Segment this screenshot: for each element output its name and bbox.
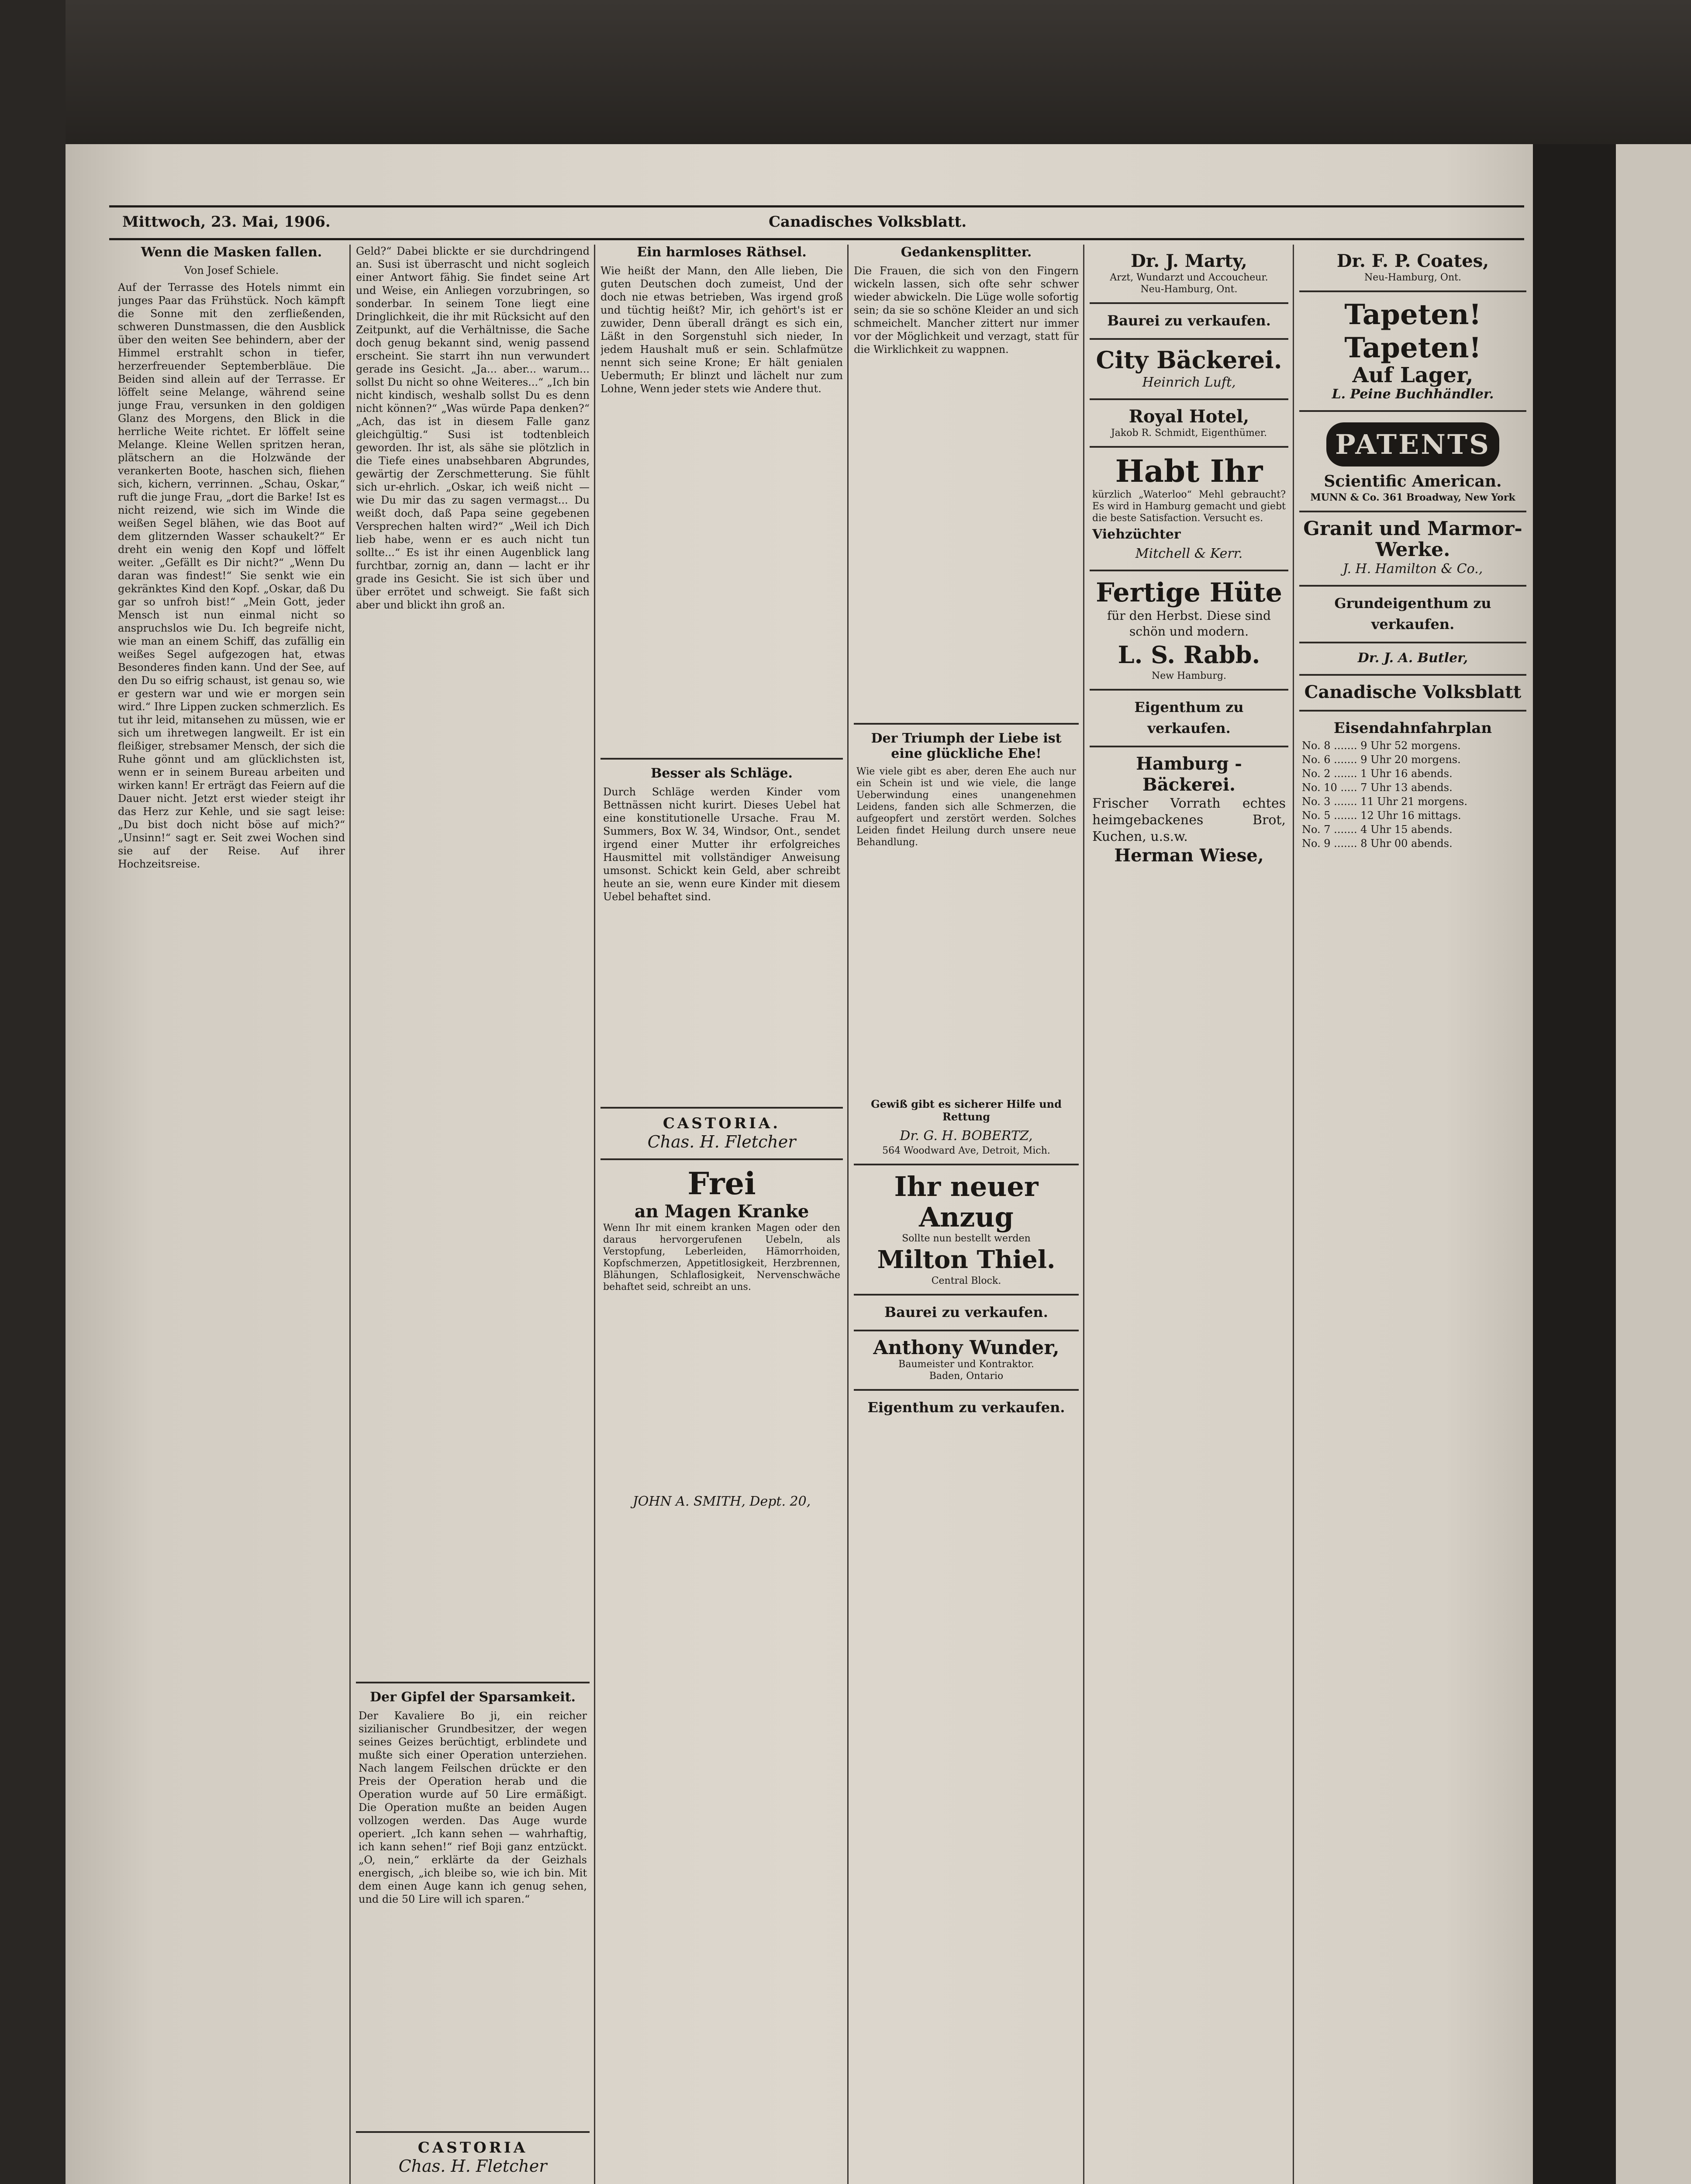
ad-title: Fertige Hüte: [1096, 577, 1282, 608]
ad-title: Ihr neuer Anzug: [894, 1171, 1039, 1233]
article-body: Auf der Terrasse des Hotels nimmt ein junges Paar das Frühstück. Noch kämpft die Sonne mit den zerfließenden, schweren Dunstmassen, die den Ausblick über den weiten See behindern, aber der Himmel erstrahlt schon in tiefer, herzerfreuender Septemberbläue. Die Beiden sind allein auf der Terrasse. Er löffelt seine Melange, während seine junge Frau, versunken in den goldigen Glanz des Morgens, den Blick in die herrliche Weite richtet. Er löffelt seine Melange. Kleine Wellen spritzen heran, plätschern an die Holzwände der verankerten Boote, haschen sich, fliehen sich, kichern, verrinnen. „Schau, Oskar,“ ruft die junge Frau, „dort die Barke! Ist es nicht reizend, wie sich im Winde die weißen Segel blähen, wie das Boot auf dem glitzernden Wasser schaukelt?“ Er dreht ein wenig den Kopf und löffelt weiter. „Gefällt es Dir nicht?“ „Wenn Du daran was findest!“ Sie senkt wie ein gekränktes Kind den Kopf. „Oskar, daß Du gar so unfroh bist!“ „Mein Gott, jeder Mensch ist nun einmal nicht so anspruchslos wie Du. Ich begreife nicht, wie man an einem Schiff, das zufällig ein weißes Segel aufgezogen hat, etwas Besonderes finden kann. Und der See, auf den Du so eifrig schaust, ist genau so, wie er gestern war und wie er morgen sein wird.“ Ihre Lippen zucken schmerzlich. Es tut ihr leid, mitansehen zu müssen, wie er sich um ihretwegen langweilt. Er ist ein fleißiger, strebsamer Mensch, der sich die Ruhe gönnt und am glücklichsten ist, wenn er in seinem Bureau arbeiten und wirken kann! Er erträgt das Feiern auf die Dauer nicht. Jetzt erst wieder steigt ihr das Herz zur Kehle, und sie sagt leise: „Du bist doch nicht böse auf mich?“ „Unsinn!“ sagt er. Seit zwei Wochen sind sie auf der Reise. Auf ihrer Hochzeitsreise.: [118, 281, 345, 870]
hats-ad: [1090, 570, 1288, 689]
hotel-owner: Jakob R. Schmidt, Eigenthümer.: [1111, 428, 1267, 439]
column-rule: [1293, 245, 1294, 2184]
volksblatt-ad: [1299, 674, 1526, 710]
column-5: [1090, 245, 1288, 2184]
column-2: [356, 245, 590, 2184]
ad-body: Wenn Ihr mit einem kranken Magen oder den daraus hervorgerufenen Uebeln, als Verstopfung, Leberleiden, Hämorrhoiden, Kopfschmerzen, Appetitlosigkeit, Herzbrennen, Blähungen, Schlaflosigkeit, Nervenschwäche behaftet seid, schreibt an uns.: [603, 1223, 840, 1292]
poem-body: Wie heißt der Mann, den Alle lieben, Die guten Deutschen doch zumeist, Und der doch nie etwas betrieben, Was irgend groß und tüchtig heißt? Mir, ich gehört's ist er zuwider, Denn überall drängt es sich ein, Läßt in den Sorgenstuhl sich nieder, In jedem Haushalt muß er sein. Schlafmütze nennt sich seine Krone; Er hält genialen Uebermuth; Er blinzt und lächelt nur zum Lohne, Wenn jeder stets wie Andere thut.: [600, 265, 843, 395]
doctor-name: Dr. J. A. Butler,: [1357, 650, 1468, 666]
ad-contact: JOHN A. SMITH, Dept. 20,: [632, 1494, 811, 1509]
contractor-role: Baumeister und Kontraktor.: [898, 1359, 1034, 1370]
column-4: [854, 245, 1079, 2184]
ad-title: Eigenthum zu verkaufen.: [867, 1399, 1065, 1416]
ad-place: Central Block.: [931, 1275, 1001, 1286]
ad-subtitle: Viehzüchter: [1092, 527, 1181, 542]
aphorisms-body: Die Frauen, die sich von den Fingern wickeln lassen, sich ofte sehr schwer wieder abwickeln. Die Lüge wolle sofortig sein; da sie so schöne Kleider an und sich schmeichelt. Mancher zittert nur immer vor der Möglichkeit und verzagt, statt für die Wirklichkeit zu wappnen.: [854, 265, 1079, 356]
patents-ad: [1299, 410, 1526, 511]
article-continued: Geld?“ Dabei blickte er sie durchdringend an. Susi ist überrascht und nicht sogleich einer Antwort fähig. Sie findet seine Art und Weise, ein Anliegen vorzubringen, so sonderbar. In seinem Tone liegt eine Dringlichkeit, die ihr mit Rücksicht auf den Zeitpunkt, auf die Verhältnisse, die Sache doch genug bekannt sind, wenig passend erscheint. Sie starrt ihn nun verwundert gerade ins Gesicht. „Ja... aber... warum... sollst Du nicht so ohne Weiteres...“ „Ich bin nicht kindisch, weshalb sollst Du es denn nicht können?“ „Was würde Papa denken?“ „Ach, das ist in diesem Falle ganz gleichgültig.“ Susi ist todtenbleich geworden. Ihr ist, als sähe sie plötzlich in die Tiefe eines unabsehbaren Abgrundes, gewärtig der Zerschmetterung. Sie fühlt sich ur-ehrlich. „Oskar, ich weiß nicht — wie Du mir das zu sagen vermagst... Du weißt doch, daß Papa seine gegebenen Versprechen halten wird?“ „Weil ich Dich lieb habe, wenn er es auch nicht tun sollte...“ Es ist ihr einen Augenblick lang furchtbar, zornig an, dann — lacht er ihr grade ins Gesicht. Sie ist sich über und über errötet und schweigt. Sie faßt sich aber und blickt ihn groß an.: [356, 245, 590, 611]
castoria-title: CASTORIA.: [663, 1115, 781, 1132]
ad-title: Frei: [687, 1165, 756, 1202]
article-byline: Von Josef Schiele.: [184, 264, 279, 276]
timetable-row: No. 9 ....... 8 Uhr 00 abends.: [1302, 837, 1453, 850]
castoria-ad: [356, 2131, 590, 2183]
timetable-row: No. 7 ....... 4 Uhr 15 abends.: [1302, 823, 1453, 836]
land-ad: [1299, 585, 1526, 642]
header-rule-top: [109, 205, 1524, 207]
timetable-row: No. 6 ....... 9 Uhr 20 morgens.: [1302, 753, 1461, 766]
issue-date: Mittwoch, 23. Mai, 1906.: [122, 213, 331, 231]
dealer-name: L. Peine Buchhändler.: [1332, 387, 1494, 402]
timetable-row: No. 2 ....... 1 Uhr 16 abends.: [1302, 767, 1453, 780]
doctor-name: Dr. F. P. Coates,: [1336, 251, 1489, 271]
section-title: Der Gipfel der Sparsamkeit.: [369, 1690, 576, 1705]
column-6: [1299, 245, 1526, 2184]
contractor-name: Anthony Wunder,: [873, 1337, 1059, 1359]
sale-ad: [854, 1294, 1079, 1330]
article-title: Wenn die Masken fallen.: [141, 245, 322, 260]
page-gutter: [1533, 144, 1616, 2184]
ad-subtitle: an Magen Kranke: [634, 1201, 809, 1222]
suit-ad: [854, 1164, 1079, 1294]
bakery-owner: Heinrich Luft,: [1142, 375, 1236, 390]
column-rule: [847, 245, 849, 2184]
contractor-ad: [854, 1330, 1079, 1389]
ad-title: Baurei zu verkaufen.: [884, 1304, 1048, 1320]
signature-image: Chas. H. Fletcher: [647, 1132, 796, 1151]
property-ad: [1090, 689, 1288, 746]
stomach-ad: [600, 1158, 843, 1517]
butler-ad: [1299, 642, 1526, 674]
doctor-place: Neu-Hamburg, Ont.: [1364, 272, 1461, 283]
section-title: Besser als Schläge.: [651, 766, 793, 781]
doctor-ad: [1299, 245, 1526, 290]
ad-subtitle: Auf Lager,: [1352, 363, 1474, 387]
timetable-row: No. 3 ....... 11 Uhr 21 morgens.: [1302, 795, 1467, 808]
firm-name: J. H. Hamilton & Co.,: [1342, 561, 1483, 577]
property-ad: [854, 1389, 1079, 1425]
railway-timetable: [1299, 710, 1526, 857]
wallpaper-ad: [1299, 290, 1526, 410]
section-body: Durch Schläge werden Kinder vom Bettnässen nicht kurirt. Dieses Uebel hat eine konstitutionelle Ursache. Frau M. Summers, Box W. 34, Windsor, Ont., sendet irgend einer Mutter ihr erfolgreiches Hausmittel mit vollständiger Anweisung umsonst. Schickt kein Geld, aber schreibt heute an sie, wenn eure Kinder mit diesem Uebel behaftet sind.: [603, 786, 840, 903]
ad-place: New Hamburg.: [1151, 670, 1227, 681]
scan-background-left: [0, 0, 66, 2184]
marble-ad: [1299, 511, 1526, 585]
ad-subtitle: Sollte nun bestellt werden: [902, 1233, 1031, 1244]
ad-body: Frischer Vorrath echtes heimgebackenes Brot, Kuchen, u.s.w.: [1092, 796, 1286, 844]
article-title: Ein harmloses Räthsel.: [637, 245, 807, 260]
castoria-title: CASTORIA: [418, 2139, 528, 2156]
column-rule: [594, 245, 595, 2184]
ad-subtitle: für den Herbst. Diese sind schön und modern.: [1107, 608, 1271, 639]
doctor-ad: [1090, 245, 1288, 302]
medical-ad: [854, 723, 1079, 1164]
doctor-name: Dr. J. Marty,: [1131, 251, 1247, 271]
ad-title: City Bäckerei.: [1096, 346, 1282, 374]
paper-title: Canadische Volksblatt: [1304, 682, 1522, 702]
doctor-role: Arzt, Wundarzt und Accoucheur.: [1110, 272, 1268, 283]
ad-title: Granit und Marmor-Werke.: [1303, 518, 1522, 561]
publisher: MUNN & Co. 361 Broadway, New York: [1310, 492, 1515, 503]
ad-name: Milton Thiel.: [877, 1245, 1056, 1274]
timetable-title: Eisendahnfahrplan: [1333, 719, 1492, 737]
ad-title: Tapeten! Tapeten!: [1344, 298, 1481, 364]
owner-name: Herman Wiese,: [1114, 845, 1264, 866]
scan-background: [0, 0, 1691, 144]
hamburg-bakery-ad: [1090, 746, 1288, 873]
article-title: Gedankensplitter.: [901, 245, 1032, 260]
patents-logo: PATENTS: [1326, 422, 1499, 467]
hotel-ad: [1090, 398, 1288, 446]
column-1: [118, 245, 345, 2184]
sale-ad: [1090, 302, 1288, 338]
column-rule: [349, 245, 351, 2184]
ad-title: Baurei zu verkaufen.: [1107, 312, 1271, 329]
article-section: [600, 758, 843, 1107]
article-section: [356, 1682, 590, 2131]
bakery-ad: [1090, 338, 1288, 398]
ad-title: Habt Ihr: [1115, 453, 1263, 489]
column-3: [600, 245, 843, 2184]
doctor-place: Neu-Hamburg, Ont.: [1140, 284, 1238, 295]
adjacent-page: [1616, 144, 1691, 2184]
paper-name: Canadisches Volksblatt.: [769, 213, 967, 231]
ad-title: Eigenthum zu verkaufen.: [1134, 699, 1244, 736]
ad-title: Grundeigenthum zu verkaufen.: [1334, 595, 1491, 632]
contractor-place: Baden, Ontario: [929, 1371, 1004, 1382]
firm-name: Mitchell & Kerr.: [1135, 546, 1243, 561]
ad-notice: Gewiß gibt es sicherer Hilfe und Rettung: [871, 1098, 1062, 1123]
ad-body: kürzlich „Waterloo“ Mehl gebraucht? Es wird in Hamburg gemacht und giebt die beste Satisfaction. Versucht es.: [1092, 489, 1286, 524]
ad-name: L. S. Rabb.: [1118, 641, 1260, 669]
doctor-address: 564 Woodward Ave, Detroit, Mich.: [882, 1145, 1050, 1156]
ad-body: Wie viele gibt es aber, deren Ehe auch nur ein Schein ist und wie viele, die lange Ueberwindung eines unangenehmen Leidens, fanden sich alle Schmerzen, die aufgeopfert und zerstört werden. Solches Leiden findet Heilung durch unsere neue Behandlung.: [856, 766, 1076, 848]
signature-image: Chas. H. Fletcher: [398, 2156, 547, 2176]
ad-title: Der Triumph der Liebe ist eine glückliche Ehe!: [871, 731, 1062, 761]
ad-title: Hamburg - Bäckerei.: [1136, 753, 1242, 795]
flour-ad: [1090, 446, 1288, 570]
castoria-ad: [600, 1107, 843, 1158]
magazine-name: Scientific American.: [1324, 472, 1502, 491]
header-rule-bottom: [109, 238, 1524, 240]
timetable-row: No. 10 ..... 7 Uhr 13 abends.: [1302, 781, 1453, 794]
column-rule: [1083, 245, 1084, 2184]
timetable-row: No. 5 ....... 12 Uhr 16 mittags.: [1302, 809, 1461, 822]
timetable-row: No. 8 ....... 9 Uhr 52 morgens.: [1302, 740, 1461, 752]
section-body: Der Kavaliere Bo ji, ein reicher sizilianischer Grundbesitzer, der wegen seines Geizes berüchtigt, erblindete und mußte sich einer Operation unterziehen. Nach langem Feilschen drückte er den Preis der Operation herab und die Operation wurde auf 50 Lire ermäßigt. Die Operation mußte an beiden Augen vollzogen werden. Das Auge wurde operiert. „Ich kann sehen — wahrhaftig, ich kann sehen!“ rief Boji ganz entzückt. „O, nein,“ erklärte da der Geizhals energisch, „ich bleibe so, wie ich bin. Mit dem einen Auge kann ich genug sehen, und die 50 Lire will ich sparen.“: [359, 1710, 587, 1905]
doctor-name: Dr. G. H. BOBERTZ,: [900, 1128, 1033, 1144]
hotel-name: Royal Hotel,: [1128, 406, 1249, 427]
